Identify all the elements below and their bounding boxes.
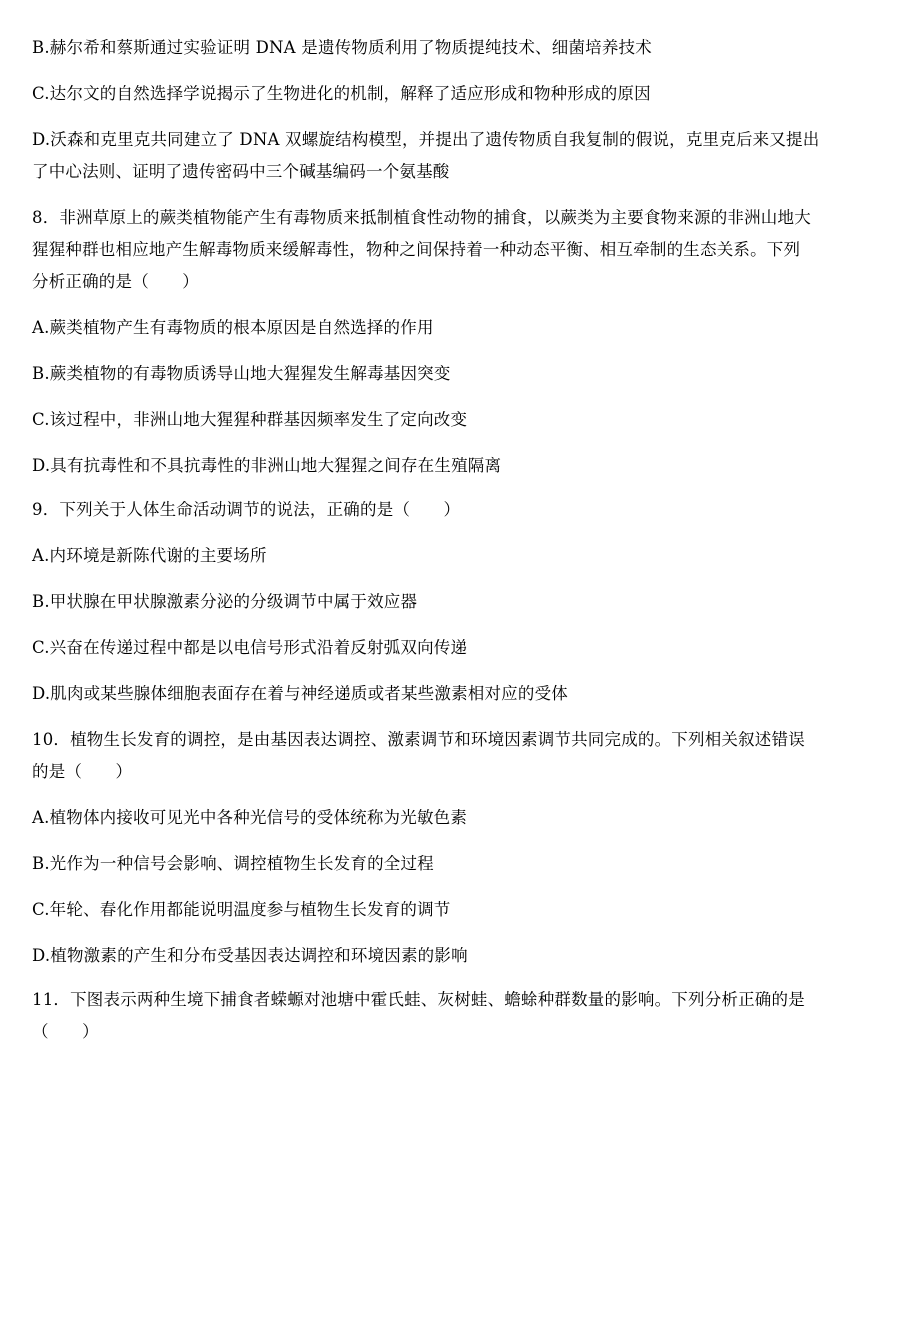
q8-stem-line2: 猩猩种群也相应地产生解毒物质来缓解毒性，物种之间保持着一种动态平衡、相互牵制的生态关系。下列 [32, 240, 801, 259]
q9-option-c: C.兴奋在传递过程中都是以电信号形式沿着反射弧双向传递 [32, 638, 468, 657]
q7-option-d-line1: D.沃森和克里克共同建立了 DNA 双螺旋结构模型，并提出了遗传物质自我复制的假说，克里克后来又提出 [32, 130, 820, 149]
q10-option-d: D.植物激素的产生和分布受基因表达调控和环境因素的影响 [32, 946, 468, 965]
q8-stem-line3: 分析正确的是（ ） [32, 272, 199, 291]
q11-stem-line2: （ ） [32, 1022, 99, 1041]
q10-stem-line2: 的是（ ） [32, 762, 133, 781]
q7-option-c: C.达尔文的自然选择学说揭示了生物进化的机制，解释了适应形成和物种形成的原因 [32, 84, 651, 103]
q9-stem: 9．下列关于人体生命活动调节的说法，正确的是（ ） [32, 500, 461, 519]
q9-option-d: D.肌肉或某些腺体细胞表面存在着与神经递质或者某些激素相对应的受体 [32, 684, 568, 703]
q10-option-b: B.光作为一种信号会影响、调控植物生长发育的全过程 [32, 854, 434, 873]
q8-option-b: B.蕨类植物的有毒物质诱导山地大猩猩发生解毒基因突变 [32, 364, 451, 383]
q8-stem-line1: 8．非洲草原上的蕨类植物能产生有毒物质来抵制植食性动物的捕食，以蕨类为主要食物来源的非洲山地大 [32, 208, 811, 227]
q10-stem-line1: 10．植物生长发育的调控，是由基因表达调控、激素调节和环境因素调节共同完成的。下列相关叙述错误 [32, 730, 805, 749]
q9-option-b: B.甲状腺在甲状腺激素分泌的分级调节中属于效应器 [32, 592, 418, 611]
q11-stem-line1: 11．下图表示两种生境下捕食者蝾螈对池塘中霍氏蛙、灰树蛙、蟾蜍种群数量的影响。下列分析正确的是 [32, 990, 805, 1009]
q8-option-c: C.该过程中，非洲山地大猩猩种群基因频率发生了定向改变 [32, 410, 468, 429]
q8-option-d: D.具有抗毒性和不具抗毒性的非洲山地大猩猩之间存在生殖隔离 [32, 456, 502, 475]
q10-option-a: A.植物体内接收可见光中各种光信号的受体统称为光敏色素 [32, 808, 468, 827]
q9-option-a: A.内环境是新陈代谢的主要场所 [32, 546, 267, 565]
q10-option-c: C.年轮、春化作用都能说明温度参与植物生长发育的调节 [32, 900, 451, 919]
q8-option-a: A.蕨类植物产生有毒物质的根本原因是自然选择的作用 [32, 318, 434, 337]
q7-option-d-line2: 了中心法则、证明了遗传密码中三个碱基编码一个氨基酸 [32, 162, 450, 181]
q7-option-b: B.赫尔希和蔡斯通过实验证明 DNA 是遗传物质利用了物质提纯技术、细菌培养技术 [32, 38, 652, 57]
